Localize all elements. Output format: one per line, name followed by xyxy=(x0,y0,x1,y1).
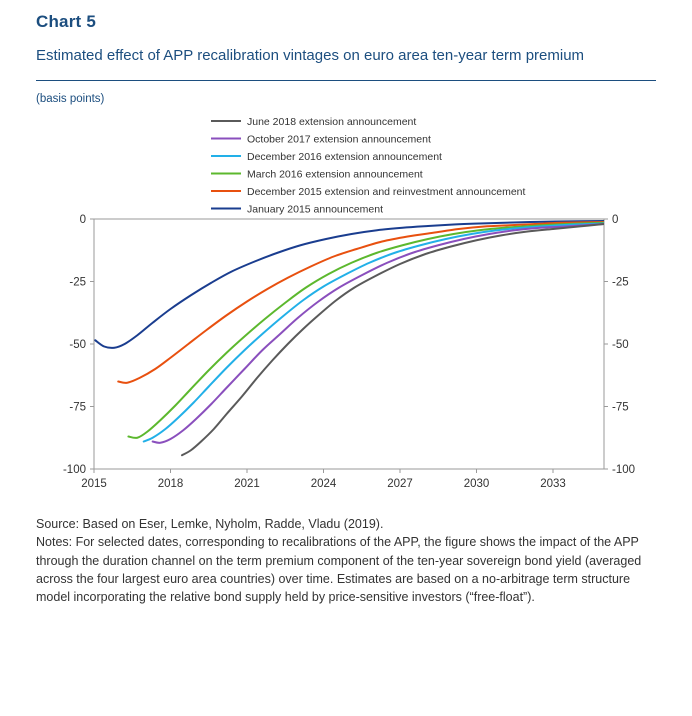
y-tick-label-left: 0 xyxy=(79,214,86,227)
page-title: Estimated effect of APP recalibration vintages on euro area ten-year term premium xyxy=(36,47,585,64)
y-tick-label-left: -100 xyxy=(62,464,86,477)
line-chart xyxy=(36,109,656,509)
notes-text: Notes: For selected dates, corresponding to recalibrations of the APP, the figure shows the impact of the APP through the duration channel on the term premium component of the ten-year sovereign bond yield (averaged across the four largest euro area countries) over time. Estimates are based on a no-arbitrage term structure model incorporating the relative bond supply held by price-sensitive investors (“free-float”). xyxy=(36,535,642,604)
chart-number: Chart 5 xyxy=(36,12,96,31)
legend-label: January 2015 announcement xyxy=(247,203,384,216)
x-tick-label: 2030 xyxy=(463,478,490,491)
legend-label: June 2018 extension announcement xyxy=(247,116,417,129)
legend-label: December 2015 extension and reinvestment announcement xyxy=(247,186,526,199)
y-tick-label-right: -75 xyxy=(612,401,629,414)
x-tick-label: 2018 xyxy=(157,478,184,491)
legend-label: December 2016 extension announcement xyxy=(247,151,442,164)
x-tick-label: 2021 xyxy=(234,478,260,491)
chart-footnotes xyxy=(36,515,656,606)
y-tick-label-right: -100 xyxy=(612,464,636,477)
legend-label: October 2017 extension announcement xyxy=(247,133,431,146)
y-tick-label-left: -75 xyxy=(69,401,86,414)
title-divider xyxy=(36,80,656,81)
source-text: Source: Based on Eser, Lemke, Nyholm, Radde, Vladu (2019). xyxy=(36,517,384,532)
chart-legend xyxy=(211,116,526,216)
plot-frame xyxy=(94,219,604,469)
y-tick-label-right: 0 xyxy=(612,214,619,227)
y-tick-label-right: -25 xyxy=(612,276,629,289)
x-tick-label: 2015 xyxy=(81,478,107,491)
axis-units-label: (basis points) xyxy=(36,93,105,106)
legend-label: March 2016 extension announcement xyxy=(247,168,423,181)
y-tick-label-right: -50 xyxy=(612,339,629,352)
x-tick-label: 2024 xyxy=(310,478,337,491)
chart-area xyxy=(36,109,656,509)
y-tick-label-left: -50 xyxy=(69,339,86,352)
y-tick-label-left: -25 xyxy=(69,276,86,289)
x-tick-label: 2027 xyxy=(387,478,413,491)
x-tick-label: 2033 xyxy=(540,478,566,491)
